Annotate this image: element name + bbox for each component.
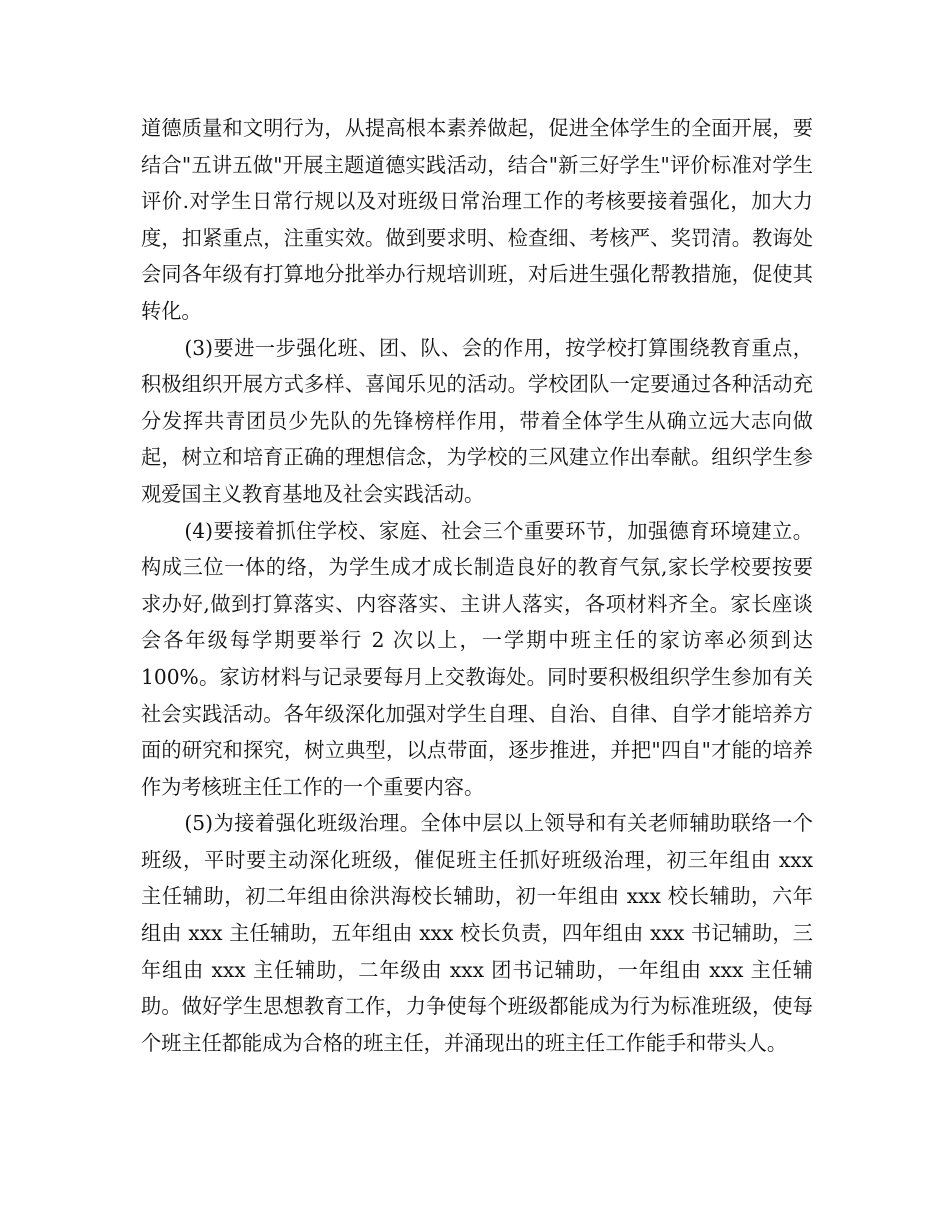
paragraph-continuation: 道德质量和文明行为，从提高根本素养做起，促进全体学生的全面开展，要结合"五讲五做"开展主题道德实践活动，结合"新三好学生"评价标准对学生评价.对学生日常行规以及对班级日常治理工作的考核要接着强化，加大力度，扣紧重点，注重实效。做到要求明、检查细、考核严、奖罚清。教诲处会同各年级有打算地分批举办行规培训班，对后进生强化帮教措施，促使其转化。	[141, 116, 813, 323]
paragraph-item-5: (5)为接着强化班级治理。全体中层以上领导和有关老师辅助联络一个班级，平时要主动深化班级，催促班主任抓好班级治理，初三年组由 xxx 主任辅助，初二年组由徐洪海校长辅助，初一年组由 xxx 校长辅助，六年组由 xxx 主任辅助，五年组由 xxx 校长负责，四年组由 xxx 书记辅助，三年组由 xxx 主任辅助，二年级由 xxx 团书记辅助，一年组由 xxx 主任辅助。做好学生思想教育工作，力争使每个班级都能成为行为标准班级，使每个班主任都能成为合格的班主任，并涌现出的班主任工作能手和带头人。	[141, 811, 813, 1055]
body-text	[141, 110, 813, 1061]
paragraph-item-4: (4)要接着抓住学校、家庭、社会三个重要环节，加强德育环境建立。构成三位一体的络，为学生成才成长制造良好的教育气氛,家长学校要按要求办好,做到打算落实、内容落实、主讲人落实，各项材料齐全。家长座谈会各年级每学期要举行 2 次以上，一学期中班主任的家访率必须到达 100%。家访材料与记录要每月上交教诲处。同时要积极组织学生参加有关社会实践活动。各年级深化加强对学生自理、自治、自律、自学才能培养方面的研究和探究，树立典型，以点带面，逐步推进，并把"四自"才能的培养作为考核班主任工作的一个重要内容。	[141, 518, 813, 799]
paragraph-item-3: (3)要进一步强化班、团、队、会的作用，按学校打算围绕教育重点，积极组织开展方式多样、喜闻乐见的活动。学校团队一定要通过各种活动充分发挥共青团员少先队的先锋榜样作用，带着全体学生从确立远大志向做起，树立和培育正确的理想信念，为学校的三风建立作出奉献。组织学生参观爱国主义教育基地及社会实践活动。	[141, 335, 813, 506]
